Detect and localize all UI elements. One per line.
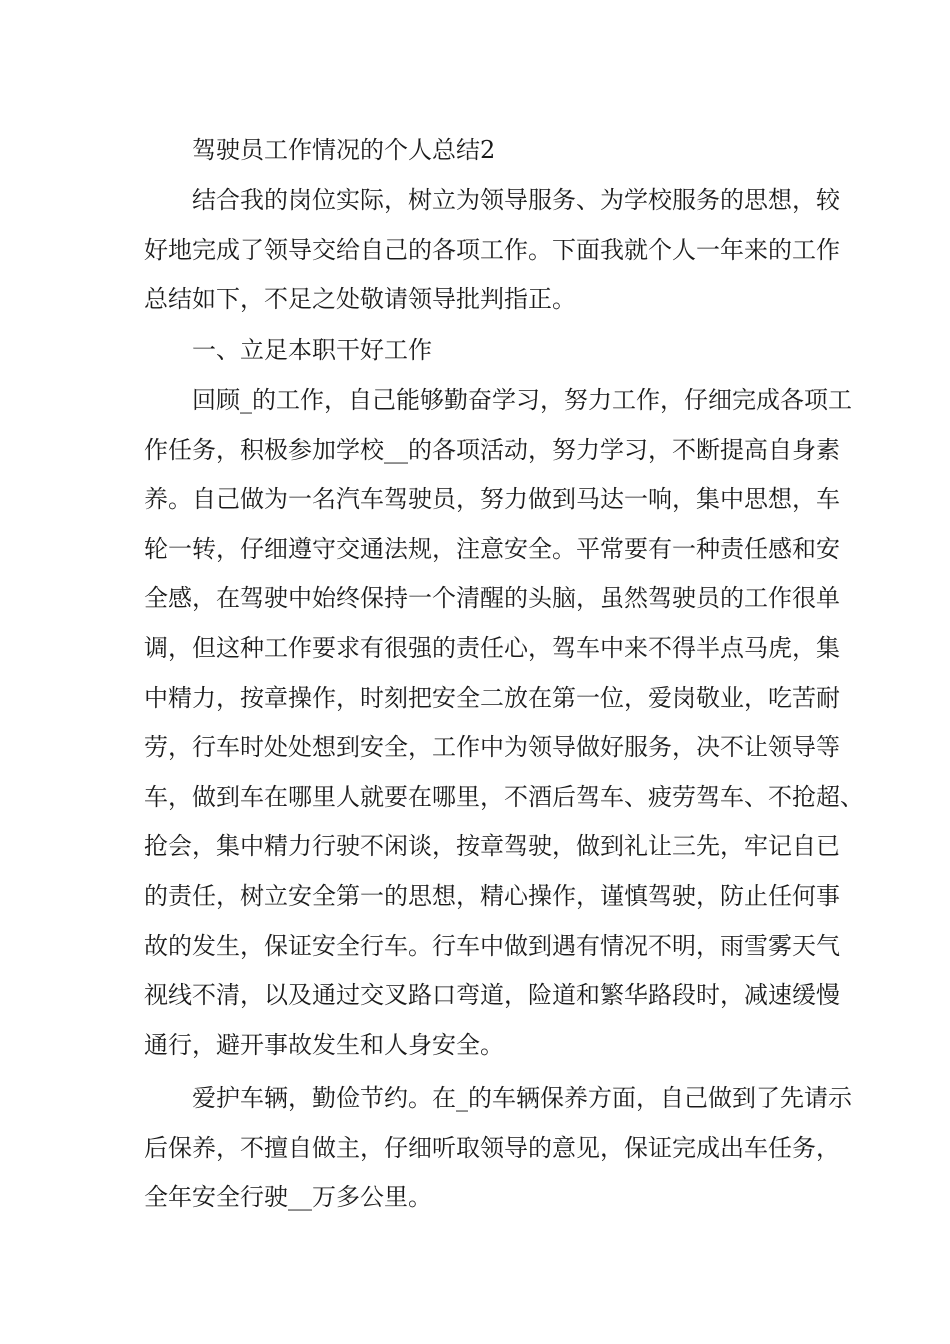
paragraph-line: 轮一转，仔细遵守交通法规，注意安全。平常要有一种责任感和安 bbox=[144, 534, 840, 563]
paragraph-line: 调，但这种工作要求有很强的责任心，驾车中来不得半点马虎，集 bbox=[144, 633, 840, 662]
title-line: 驾驶员工作情况的个人总结2 bbox=[192, 136, 496, 164]
heading-line: 一、立足本职干好工作 bbox=[192, 336, 432, 364]
document-title bbox=[144, 126, 824, 176]
paragraph-line: 抢会，集中精力行驶不闲谈，按章驾驶，做到礼让三先，牢记自已 bbox=[144, 832, 840, 861]
paragraph-vehicle-care bbox=[144, 1074, 852, 1223]
paragraph-line: 视线不清，以及通过交叉路口弯道，险道和繁华路段时，减速缓慢 bbox=[144, 981, 840, 1010]
paragraph-line: 回顾_的工作，自己能够勤奋学习，努力工作，仔细完成各项工 bbox=[192, 386, 852, 414]
paragraph-line: 通行，避开事故发生和人身安全。 bbox=[144, 1030, 504, 1059]
paragraph-line: 全感，在驾驶中始终保持一个清醒的头脑，虽然驾驶员的工作很单 bbox=[144, 584, 840, 613]
paragraph-line: 的责任，树立安全第一的思想，精心操作，谨慎驾驶，防止任何事 bbox=[144, 881, 840, 910]
paragraph-line: 好地完成了领导交给自己的各项工作。下面我就个人一年来的工作 bbox=[144, 235, 840, 264]
paragraph-line: 结合我的岗位实际，树立为领导服务、为学校服务的思想，较 bbox=[192, 186, 840, 214]
section-heading bbox=[144, 326, 824, 376]
paragraph-line: 作任务，积极参加学校__的各项活动，努力学习，不断提高自身素 bbox=[144, 435, 840, 464]
paragraph-line: 养。自己做为一名汽车驾驶员，努力做到马达一响，集中思想，车 bbox=[144, 485, 840, 514]
paragraph-work-review bbox=[144, 376, 864, 1070]
paragraph-line: 劳，行车时处处想到安全，工作中为领导做好服务，决不让领导等 bbox=[144, 733, 840, 762]
paragraph-line: 后保养，不擅自做主，仔细听取领导的意见，保证完成出车任务， bbox=[144, 1133, 840, 1162]
paragraph-line: 车，做到车在哪里人就要在哪里，不酒后驾车、疲劳驾车、不抢超、 bbox=[144, 782, 864, 811]
paragraph-line: 全年安全行驶__万多公里。 bbox=[144, 1183, 432, 1212]
paragraph-line: 中精力，按章操作，时刻把安全二放在第一位，爱岗敬业，吃苦耐 bbox=[144, 683, 840, 712]
paragraph-intro bbox=[144, 176, 840, 325]
paragraph-line: 总结如下，不足之处敬请领导批判指正。 bbox=[144, 285, 576, 314]
paragraph-line: 爱护车辆，勤俭节约。在_的车辆保养方面，自己做到了先请示 bbox=[192, 1084, 852, 1112]
paragraph-line: 故的发生，保证安全行车。行车中做到遇有情况不明，雨雪雾天气 bbox=[144, 931, 840, 960]
